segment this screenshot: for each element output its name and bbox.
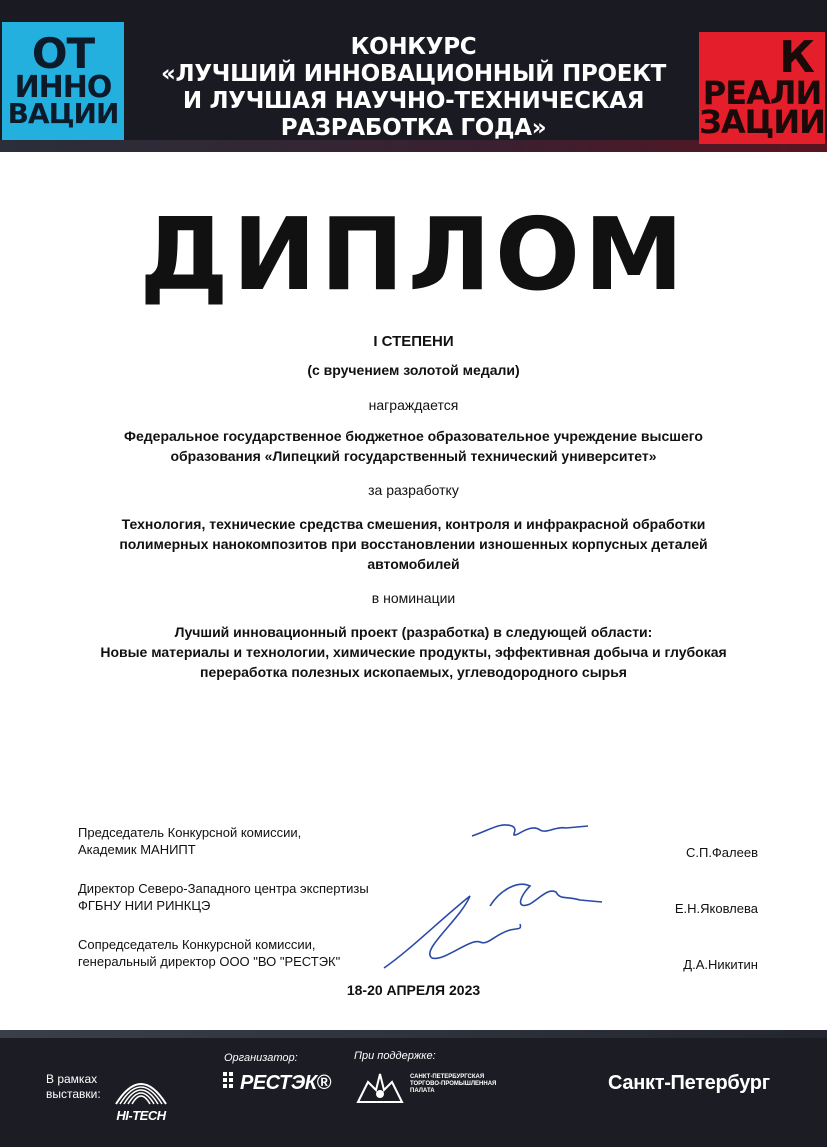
signatory-name: Е.Н.Яковлева	[674, 901, 758, 916]
organizer-label: Организатор:	[224, 1052, 298, 1064]
nomination-line: Лучший инновационный проект (разработка) в следующей области:	[174, 624, 653, 640]
footer-stripe	[0, 1030, 827, 1038]
contest-title-line: И ЛУЧШАЯ НАУЧНО-ТЕХНИЧЕСКАЯ	[182, 88, 645, 114]
signatory-title-line: Председатель Конкурсной комиссии,	[78, 825, 302, 840]
signatory-title-line: Директор Северо-Западного центра экспертизы	[78, 881, 369, 896]
signature-row	[78, 824, 758, 864]
signatory-title-line: Академик МАНИПТ	[78, 842, 196, 857]
project-line: автомобилей	[367, 556, 460, 572]
signature-row	[78, 936, 758, 976]
contest-title-line: «ЛУЧШИЙ ИННОВАЦИОННЫЙ ПРОЕКТ	[160, 61, 666, 87]
signature-row	[78, 880, 758, 920]
logo-left-line-3: ВАЦИИ	[7, 97, 119, 131]
restek-logo	[222, 1070, 334, 1106]
chamber-of-commerce-logo	[354, 1068, 504, 1108]
contest-title-line: КОНКУРС	[350, 34, 477, 60]
for-development-label: за разработку	[368, 482, 459, 498]
diploma-degree: I СТЕПЕНИ	[373, 333, 454, 350]
hitech-logo	[112, 1060, 170, 1136]
organization-line: образования «Липецкий государственный технический университет»	[170, 448, 657, 464]
diploma-title: ДИПЛОМ	[139, 196, 688, 313]
restek-logo-text: РЕСТЭК®	[240, 1072, 331, 1094]
support-label: При поддержке:	[354, 1050, 436, 1062]
nomination-line: переработка полезных ископаемых, углеводородного сырья	[200, 664, 627, 680]
hitech-logo-icon	[112, 1060, 170, 1108]
signatory-title	[78, 880, 369, 914]
footer-band	[0, 1030, 827, 1147]
chamber-text	[410, 1074, 502, 1095]
chamber-text-line: ПАЛАТА	[410, 1088, 435, 1094]
chamber-emblem-icon	[354, 1068, 406, 1108]
logo-right-line-3: ЗАЦИИ	[699, 103, 825, 142]
project-line: полимерных нанокомпозитов при восстановлении изношенных корпусных деталей	[119, 536, 708, 552]
chamber-text-line: ТОРГОВО-ПРОМЫШЛЕННАЯ	[410, 1081, 497, 1087]
restek-grid-icon	[222, 1070, 238, 1094]
within-label-line: выставки:	[46, 1087, 101, 1101]
medal-note: (с вручением золотой медали)	[307, 362, 520, 378]
signatory-title-line: ФГБНУ НИИ РИНКЦЭ	[78, 898, 211, 913]
city-name: Санкт-Петербург	[608, 1072, 770, 1094]
awarded-label: награждается	[368, 397, 459, 413]
signatory-title-line: генеральный директор ООО "ВО "РЕСТЭК"	[78, 954, 341, 969]
logo-left-line-1: ОТ	[31, 29, 95, 79]
hitech-logo-text: HI-TECH	[116, 1108, 166, 1123]
chamber-text-line: САНКТ-ПЕТЕРБУРГСКАЯ	[410, 1074, 485, 1080]
within-label-line: В рамках	[46, 1072, 98, 1086]
project-line: Технология, технические средства смешения, контроля и инфракрасной обработки	[121, 516, 706, 532]
event-date: 18-20 АПРЕЛЯ 2023	[346, 982, 481, 998]
within-exhibition-label	[46, 1072, 101, 1102]
organization-line: Федеральное государственное бюджетное образовательное учреждение высшего	[124, 428, 703, 444]
nomination-line: Новые материалы и технологии, химические продукты, эффективная добыча и глубокая	[100, 644, 727, 660]
in-nomination-label: в номинации	[371, 590, 456, 606]
logo-left-line-2: ИННО	[14, 69, 112, 105]
signatory-title	[78, 936, 340, 970]
signatory-name: Д.А.Никитин	[683, 957, 758, 972]
signatory-name: С.П.Фалеев	[685, 845, 758, 860]
signatory-title-line: Сопредседатель Конкурсной комиссии,	[78, 937, 316, 952]
signatory-title	[78, 824, 301, 858]
logo-right-line-1: К	[779, 32, 815, 84]
contest-title-line: РАЗРАБОТКА ГОДА»	[280, 115, 547, 141]
logo-right-line-2: РЕАЛИ	[702, 73, 822, 112]
